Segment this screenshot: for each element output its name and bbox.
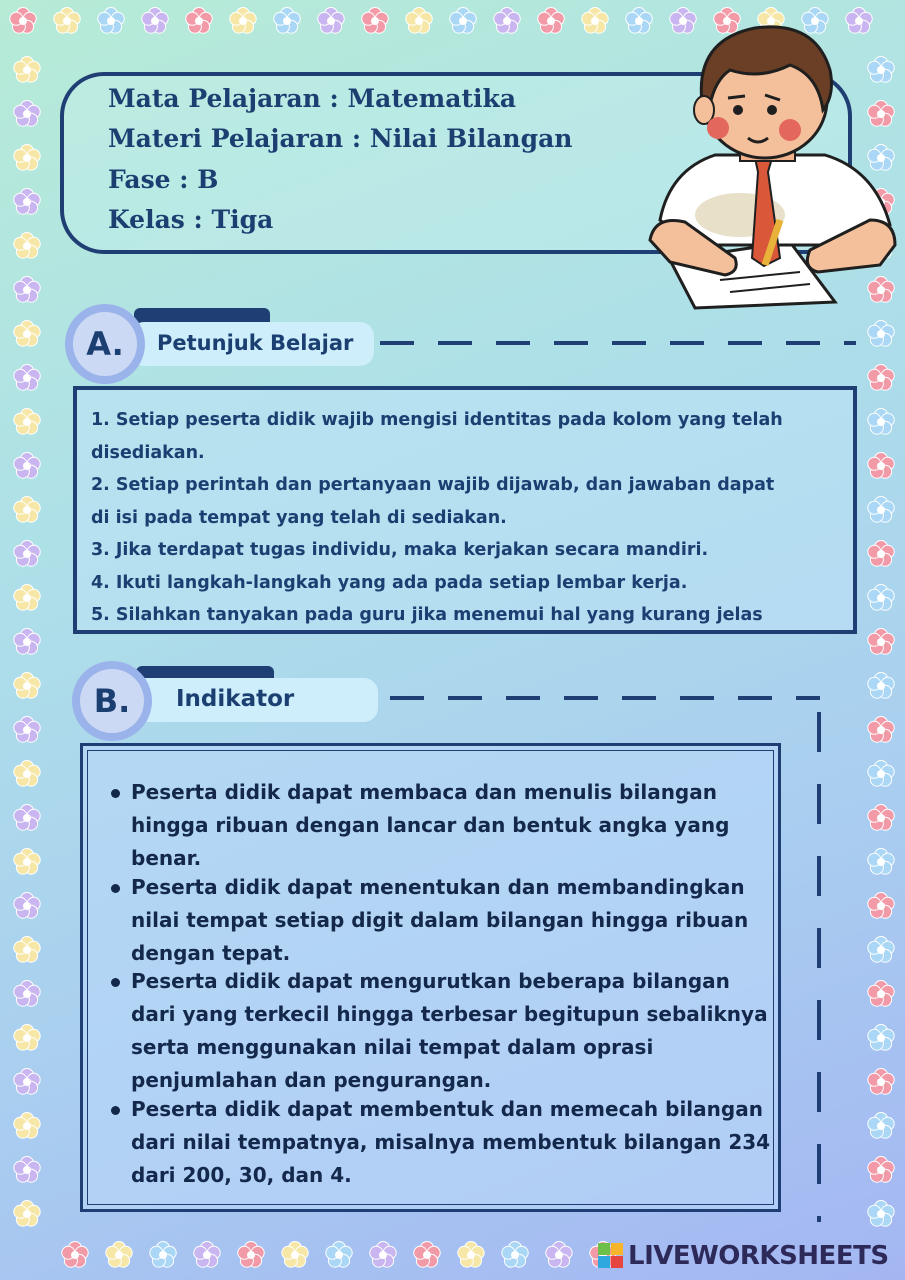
- flower-icon: [12, 891, 42, 921]
- flower-icon: [52, 6, 82, 36]
- instruction-line: 5. Silahkan tanyakan pada guru jika menemui hal yang kurang jelas: [91, 605, 763, 625]
- indicator-line: dengan tepat.: [131, 941, 291, 965]
- flower-icon: [280, 1240, 310, 1270]
- flower-icon: [12, 935, 42, 965]
- instruction-line: 2. Setiap perintah dan pertanyaan wajib dijawab, dan jawaban dapat: [91, 475, 775, 495]
- flower-icon: [12, 1111, 42, 1141]
- indicator-line: dari 200, 30, dan 4.: [131, 1163, 352, 1187]
- section-a-letter: A.: [73, 312, 137, 376]
- flower-icon: [866, 847, 896, 877]
- flower-icon: [500, 1240, 530, 1270]
- phase-line: Fase : B: [108, 165, 219, 194]
- flower-icon: [12, 847, 42, 877]
- indicator-line: penjumlahan dan pengurangan.: [131, 1068, 492, 1092]
- flower-icon: [12, 671, 42, 701]
- instruction-line: disediakan.: [91, 442, 205, 463]
- flower-icon: [866, 803, 896, 833]
- liveworksheets-text: LIVEWORKSHEETS: [628, 1241, 889, 1271]
- flower-icon: [866, 1155, 896, 1185]
- flower-icon: [12, 715, 42, 745]
- flower-icon: [8, 6, 38, 36]
- section-b-circle: [72, 661, 152, 741]
- indicator-item: [131, 776, 729, 875]
- flower-icon: [866, 495, 896, 525]
- flower-icon: [12, 1067, 42, 1097]
- indicator-line: dari nilai tempatnya, misalnya membentuk bilangan 234: [131, 1130, 771, 1154]
- flower-icon: [12, 583, 42, 613]
- section-a-title: Petunjuk Belajar: [157, 331, 354, 355]
- flower-icon: [12, 539, 42, 569]
- indicator-line: Peserta didik dapat mengurutkan beberapa bilangan: [131, 969, 730, 993]
- indicator-line: benar.: [131, 846, 202, 870]
- flower-icon: [316, 6, 346, 36]
- flower-icon: [140, 6, 170, 36]
- flower-icon: [544, 1240, 574, 1270]
- flower-icon: [866, 1111, 896, 1141]
- section-b-letter: B.: [80, 669, 144, 733]
- flower-icon: [12, 495, 42, 525]
- flower-icon: [148, 1240, 178, 1270]
- bullet-icon: [111, 1106, 120, 1115]
- flower-icon: [12, 979, 42, 1009]
- indicator-line: hingga ribuan dengan lancar dan bentuk angka yang: [131, 813, 730, 837]
- flower-icon: [866, 671, 896, 701]
- flower-icon: [866, 715, 896, 745]
- section-b-title: Indikator: [176, 686, 295, 712]
- indicator-line: nilai tempat setiap digit dalam bilangan hingga ribuan: [131, 908, 749, 932]
- flower-icon: [12, 363, 42, 393]
- flower-icon: [12, 1023, 42, 1053]
- flower-icon: [236, 1240, 266, 1270]
- flower-icon: [184, 6, 214, 36]
- section-a-dashed-line: [380, 341, 856, 345]
- section-b-dashed-line: [390, 696, 820, 700]
- indicator-line: Peserta didik dapat membentuk dan memecah bilangan: [131, 1097, 763, 1121]
- bullet-icon: [111, 789, 120, 798]
- flower-icon: [866, 759, 896, 789]
- flower-icon: [866, 935, 896, 965]
- indicator-item: [131, 871, 748, 970]
- flower-icon: [104, 1240, 134, 1270]
- flower-icon: [866, 627, 896, 657]
- flower-icon: [272, 6, 302, 36]
- indicator-item: [131, 1093, 770, 1192]
- indicator-line: Peserta didik dapat membaca dan menulis bilangan: [131, 780, 717, 804]
- flower-icon: [360, 6, 390, 36]
- indicator-box: [80, 743, 781, 1212]
- indicator-line: Peserta didik dapat menentukan dan membandingkan: [131, 875, 745, 899]
- flower-icon: [412, 1240, 442, 1270]
- flower-icon: [12, 451, 42, 481]
- flower-icon: [192, 1240, 222, 1270]
- flower-icon: [492, 6, 522, 36]
- instruction-line: 1. Setiap peserta didik wajib mengisi identitas pada kolom yang telah: [91, 410, 783, 430]
- flower-icon: [866, 319, 896, 349]
- flower-icon: [456, 1240, 486, 1270]
- flower-icon: [12, 759, 42, 789]
- flower-icon: [866, 407, 896, 437]
- flower-icon: [368, 1240, 398, 1270]
- instruction-line: di isi pada tempat yang telah di sediakan.: [91, 507, 507, 528]
- flower-icon: [866, 451, 896, 481]
- grade-line: Kelas : Tiga: [108, 205, 274, 234]
- instructions-box: [73, 386, 857, 634]
- bullet-icon: [111, 978, 120, 987]
- subject-line: Mata Pelajaran : Matematika: [108, 84, 517, 113]
- flower-icon: [404, 6, 434, 36]
- student-writing-illustration: [640, 10, 902, 310]
- flower-icon: [866, 583, 896, 613]
- flower-icon: [96, 6, 126, 36]
- flower-icon: [866, 1023, 896, 1053]
- liveworksheets-logo: [598, 1240, 889, 1272]
- flower-icon: [324, 1240, 354, 1270]
- flower-icon: [448, 6, 478, 36]
- flower-icon: [12, 1199, 42, 1229]
- flower-icon: [12, 187, 42, 217]
- flower-icon: [12, 275, 42, 305]
- material-line: Materi Pelajaran : Nilai Bilangan: [108, 124, 573, 153]
- flower-icon: [12, 143, 42, 173]
- flower-icon: [536, 6, 566, 36]
- flower-icon: [12, 99, 42, 129]
- flower-icon: [228, 6, 258, 36]
- indicator-line: dari yang terkecil hingga terbesar begitupun sebaliknya: [131, 1002, 768, 1026]
- section-b-dashed-vertical: [817, 712, 821, 1222]
- flower-icon: [12, 803, 42, 833]
- indicator-item: [131, 965, 768, 1097]
- flower-icon: [12, 231, 42, 261]
- indicator-line: serta menggunakan nilai tempat dalam oprasi: [131, 1035, 654, 1059]
- flower-icon: [12, 627, 42, 657]
- flower-icon: [866, 363, 896, 393]
- instruction-line: 3. Jika terdapat tugas individu, maka kerjakan secara mandiri.: [91, 540, 709, 560]
- flower-icon: [12, 1155, 42, 1185]
- flower-icon: [866, 891, 896, 921]
- flower-icon: [866, 1067, 896, 1097]
- flower-icon: [580, 6, 610, 36]
- flower-icon: [12, 407, 42, 437]
- liveworksheets-icon: [598, 1243, 624, 1269]
- flower-icon: [866, 979, 896, 1009]
- flower-icon: [60, 1240, 90, 1270]
- section-a-circle: [65, 304, 145, 384]
- bullet-icon: [111, 884, 120, 893]
- flower-icon: [866, 1199, 896, 1229]
- instruction-line: 4. Ikuti langkah-langkah yang ada pada setiap lembar kerja.: [91, 572, 688, 593]
- flower-icon: [866, 539, 896, 569]
- flower-icon: [12, 319, 42, 349]
- flower-icon: [12, 55, 42, 85]
